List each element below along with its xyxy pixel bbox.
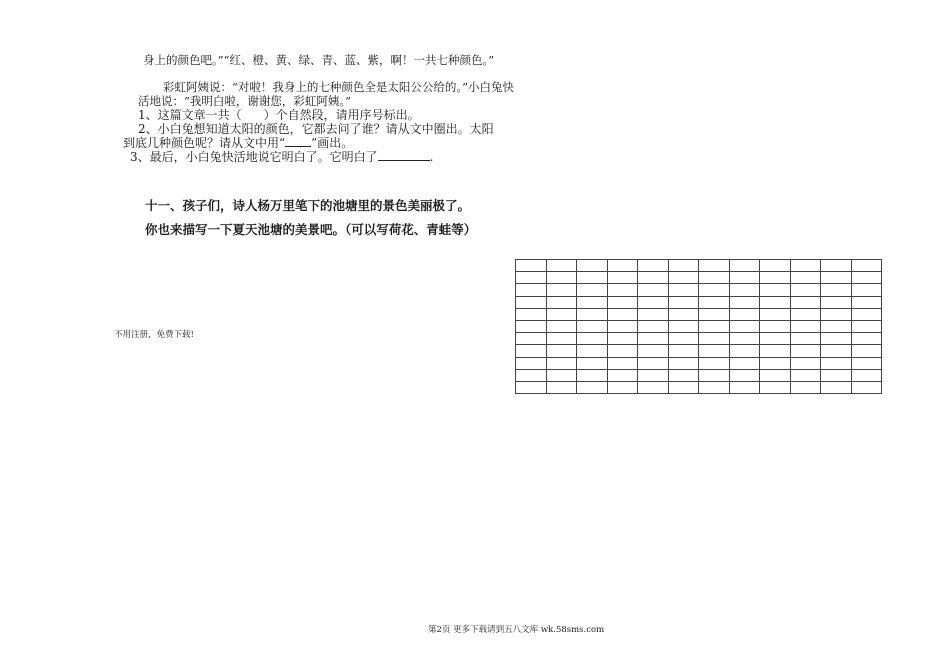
- grid-cell[interactable]: [729, 357, 760, 369]
- question-1-text-a: 1、这篇文章一共（: [138, 108, 242, 122]
- question-2-line-2: [123, 136, 353, 150]
- grid-cell[interactable]: [729, 308, 760, 320]
- grid-cell[interactable]: [546, 272, 577, 284]
- grid-cell[interactable]: [760, 260, 791, 272]
- grid-cell[interactable]: [638, 345, 669, 357]
- grid-cell[interactable]: [760, 284, 791, 296]
- grid-cell[interactable]: [607, 320, 638, 332]
- grid-cell[interactable]: [821, 296, 852, 308]
- grid-cell[interactable]: [516, 320, 547, 332]
- grid-cell[interactable]: [729, 296, 760, 308]
- grid-cell[interactable]: [577, 308, 608, 320]
- grid-cell[interactable]: [607, 296, 638, 308]
- grid-cell[interactable]: [638, 320, 669, 332]
- grid-cell[interactable]: [668, 284, 699, 296]
- grid-cell[interactable]: [607, 381, 638, 393]
- grid-cell[interactable]: [577, 260, 608, 272]
- answer-blank-2[interactable]: [285, 146, 311, 147]
- grid-cell[interactable]: [516, 296, 547, 308]
- grid-cell[interactable]: [577, 284, 608, 296]
- grid-cell[interactable]: [546, 320, 577, 332]
- grid-cell[interactable]: [851, 296, 882, 308]
- grid-cell[interactable]: [668, 272, 699, 284]
- question-3: [130, 150, 433, 164]
- grid-cell[interactable]: [516, 345, 547, 357]
- grid-cell[interactable]: [638, 381, 669, 393]
- grid-cell[interactable]: [638, 260, 669, 272]
- grid-cell[interactable]: [729, 320, 760, 332]
- grid-cell[interactable]: [851, 381, 882, 393]
- grid-cell[interactable]: [638, 308, 669, 320]
- free-download-note: 不用注册，免费下载!: [114, 330, 194, 340]
- grid-cell[interactable]: [729, 284, 760, 296]
- grid-cell[interactable]: [668, 308, 699, 320]
- grid-cell[interactable]: [607, 260, 638, 272]
- writing-grid[interactable]: [515, 259, 882, 394]
- grid-cell[interactable]: [668, 345, 699, 357]
- answer-blank-3[interactable]: [378, 160, 430, 161]
- grid-cell[interactable]: [546, 369, 577, 381]
- grid-cell[interactable]: [821, 272, 852, 284]
- grid-cell[interactable]: [607, 333, 638, 345]
- grid-cell[interactable]: [638, 296, 669, 308]
- grid-cell[interactable]: [638, 357, 669, 369]
- grid-cell[interactable]: [760, 357, 791, 369]
- grid-cell[interactable]: [668, 296, 699, 308]
- grid-cell[interactable]: [546, 345, 577, 357]
- grid-cell[interactable]: [546, 284, 577, 296]
- grid-cell[interactable]: [851, 260, 882, 272]
- grid-cell[interactable]: [821, 345, 852, 357]
- grid-cell[interactable]: [516, 357, 547, 369]
- grid-cell[interactable]: [790, 345, 821, 357]
- grid-cell[interactable]: [729, 333, 760, 345]
- grid-cell[interactable]: [577, 296, 608, 308]
- question-2-line-1: 2、小白兔想知道太阳的颜色，它都去问了谁？请从文中圈出。太阳: [138, 122, 494, 136]
- passage-line-3: 活地说：“我明白啦，谢谢您，彩虹阿姨。”: [138, 94, 352, 108]
- grid-cell[interactable]: [668, 381, 699, 393]
- grid-cell[interactable]: [790, 260, 821, 272]
- grid-cell[interactable]: [699, 369, 730, 381]
- grid-row: [516, 284, 882, 296]
- grid-cell[interactable]: [577, 345, 608, 357]
- grid-cell[interactable]: [699, 320, 730, 332]
- grid-cell[interactable]: [668, 320, 699, 332]
- grid-cell[interactable]: [821, 357, 852, 369]
- grid-cell[interactable]: [546, 381, 577, 393]
- grid-cell[interactable]: [516, 260, 547, 272]
- grid-cell[interactable]: [668, 260, 699, 272]
- grid-cell[interactable]: [821, 308, 852, 320]
- grid-cell[interactable]: [638, 272, 669, 284]
- question-2-text-b: ”画出。: [311, 136, 354, 150]
- grid-cell[interactable]: [790, 357, 821, 369]
- grid-cell[interactable]: [851, 308, 882, 320]
- grid-row: [516, 320, 882, 332]
- grid-cell[interactable]: [638, 284, 669, 296]
- grid-cell[interactable]: [851, 320, 882, 332]
- grid-cell[interactable]: [729, 381, 760, 393]
- grid-cell[interactable]: [760, 272, 791, 284]
- grid-cell[interactable]: [851, 284, 882, 296]
- grid-row: [516, 260, 882, 272]
- grid-cell[interactable]: [577, 381, 608, 393]
- grid-cell[interactable]: [607, 345, 638, 357]
- passage-line-2: 彩虹阿姨说：“对啦！我身上的七种颜色全是太阳公公给的。”小白兔快: [163, 80, 515, 94]
- grid-cell[interactable]: [516, 308, 547, 320]
- grid-cell[interactable]: [668, 369, 699, 381]
- grid-cell[interactable]: [760, 345, 791, 357]
- question-3-text-b: .: [429, 150, 434, 164]
- grid-cell[interactable]: [699, 381, 730, 393]
- grid-cell[interactable]: [760, 333, 791, 345]
- grid-cell[interactable]: [607, 357, 638, 369]
- grid-cell[interactable]: [516, 333, 547, 345]
- grid-cell[interactable]: [851, 369, 882, 381]
- section-11-title: 十一、孩子们，诗人杨万里笔下的池塘里的景色美丽极了。: [145, 198, 471, 213]
- grid-cell[interactable]: [729, 345, 760, 357]
- question-3-text-a: 3、最后，小白兔快活地说它明白了。它明白了: [130, 150, 378, 164]
- grid-cell[interactable]: [851, 272, 882, 284]
- grid-cell[interactable]: [760, 369, 791, 381]
- grid-cell[interactable]: [699, 272, 730, 284]
- grid-cell[interactable]: [546, 308, 577, 320]
- grid-row: [516, 345, 882, 357]
- question-1: [138, 108, 420, 122]
- grid-cell[interactable]: [607, 284, 638, 296]
- grid-row: [516, 272, 882, 284]
- grid-cell[interactable]: [577, 333, 608, 345]
- grid-cell[interactable]: [577, 320, 608, 332]
- grid-cell[interactable]: [790, 272, 821, 284]
- grid-cell[interactable]: [790, 333, 821, 345]
- grid-cell[interactable]: [851, 333, 882, 345]
- grid-cell[interactable]: [699, 260, 730, 272]
- grid-cell[interactable]: [699, 357, 730, 369]
- grid-cell[interactable]: [516, 369, 547, 381]
- grid-cell[interactable]: [760, 308, 791, 320]
- grid-cell[interactable]: [821, 320, 852, 332]
- question-2-text-a: 到底几种颜色呢？请从文中用“: [123, 136, 286, 150]
- grid-row: [516, 369, 882, 381]
- grid-row: [516, 333, 882, 345]
- grid-cell[interactable]: [668, 333, 699, 345]
- grid-cell[interactable]: [821, 260, 852, 272]
- grid-cell[interactable]: [821, 284, 852, 296]
- grid-cell[interactable]: [546, 260, 577, 272]
- grid-cell[interactable]: [516, 381, 547, 393]
- grid-row: [516, 308, 882, 320]
- grid-row: [516, 381, 882, 393]
- page-footer: 第2页 更多下载请到五八文库 wk.58sms.com: [428, 625, 605, 635]
- grid-cell[interactable]: [790, 369, 821, 381]
- grid-cell[interactable]: [699, 308, 730, 320]
- grid-cell[interactable]: [729, 272, 760, 284]
- grid-cell[interactable]: [546, 296, 577, 308]
- grid-cell[interactable]: [516, 284, 547, 296]
- grid-cell[interactable]: [607, 272, 638, 284]
- grid-cell[interactable]: [821, 333, 852, 345]
- grid-cell[interactable]: [851, 357, 882, 369]
- grid-cell[interactable]: [668, 357, 699, 369]
- grid-cell[interactable]: [790, 308, 821, 320]
- grid-cell[interactable]: [790, 296, 821, 308]
- section-11-prompt: 你也来描写一下夏天池塘的美景吧。（可以写荷花、青蛙等）: [145, 222, 477, 237]
- grid-cell[interactable]: [699, 345, 730, 357]
- grid-cell[interactable]: [790, 381, 821, 393]
- grid-cell[interactable]: [699, 284, 730, 296]
- grid-row: [516, 296, 882, 308]
- grid-cell[interactable]: [699, 333, 730, 345]
- grid-cell[interactable]: [821, 369, 852, 381]
- grid-cell[interactable]: [729, 260, 760, 272]
- grid-cell[interactable]: [790, 284, 821, 296]
- grid-cell[interactable]: [760, 320, 791, 332]
- grid-cell[interactable]: [821, 381, 852, 393]
- grid-cell[interactable]: [577, 272, 608, 284]
- passage-line-1: 身上的颜色吧。”“红、橙、黄、绿、青、蓝、紫，啊！一共七种颜色。”: [143, 53, 495, 67]
- grid-cell[interactable]: [760, 296, 791, 308]
- grid-cell[interactable]: [577, 357, 608, 369]
- grid-cell[interactable]: [790, 320, 821, 332]
- grid-cell[interactable]: [607, 369, 638, 381]
- grid-cell[interactable]: [851, 345, 882, 357]
- grid-cell[interactable]: [638, 369, 669, 381]
- grid-cell[interactable]: [516, 272, 547, 284]
- grid-cell[interactable]: [760, 381, 791, 393]
- grid-row: [516, 357, 882, 369]
- grid-cell[interactable]: [577, 369, 608, 381]
- grid-cell[interactable]: [699, 296, 730, 308]
- grid-cell[interactable]: [607, 308, 638, 320]
- grid-cell[interactable]: [546, 357, 577, 369]
- grid-cell[interactable]: [729, 369, 760, 381]
- grid-cell[interactable]: [638, 333, 669, 345]
- grid-cell[interactable]: [546, 333, 577, 345]
- question-1-text-b: ）个自然段，请用序号标出。: [263, 108, 420, 122]
